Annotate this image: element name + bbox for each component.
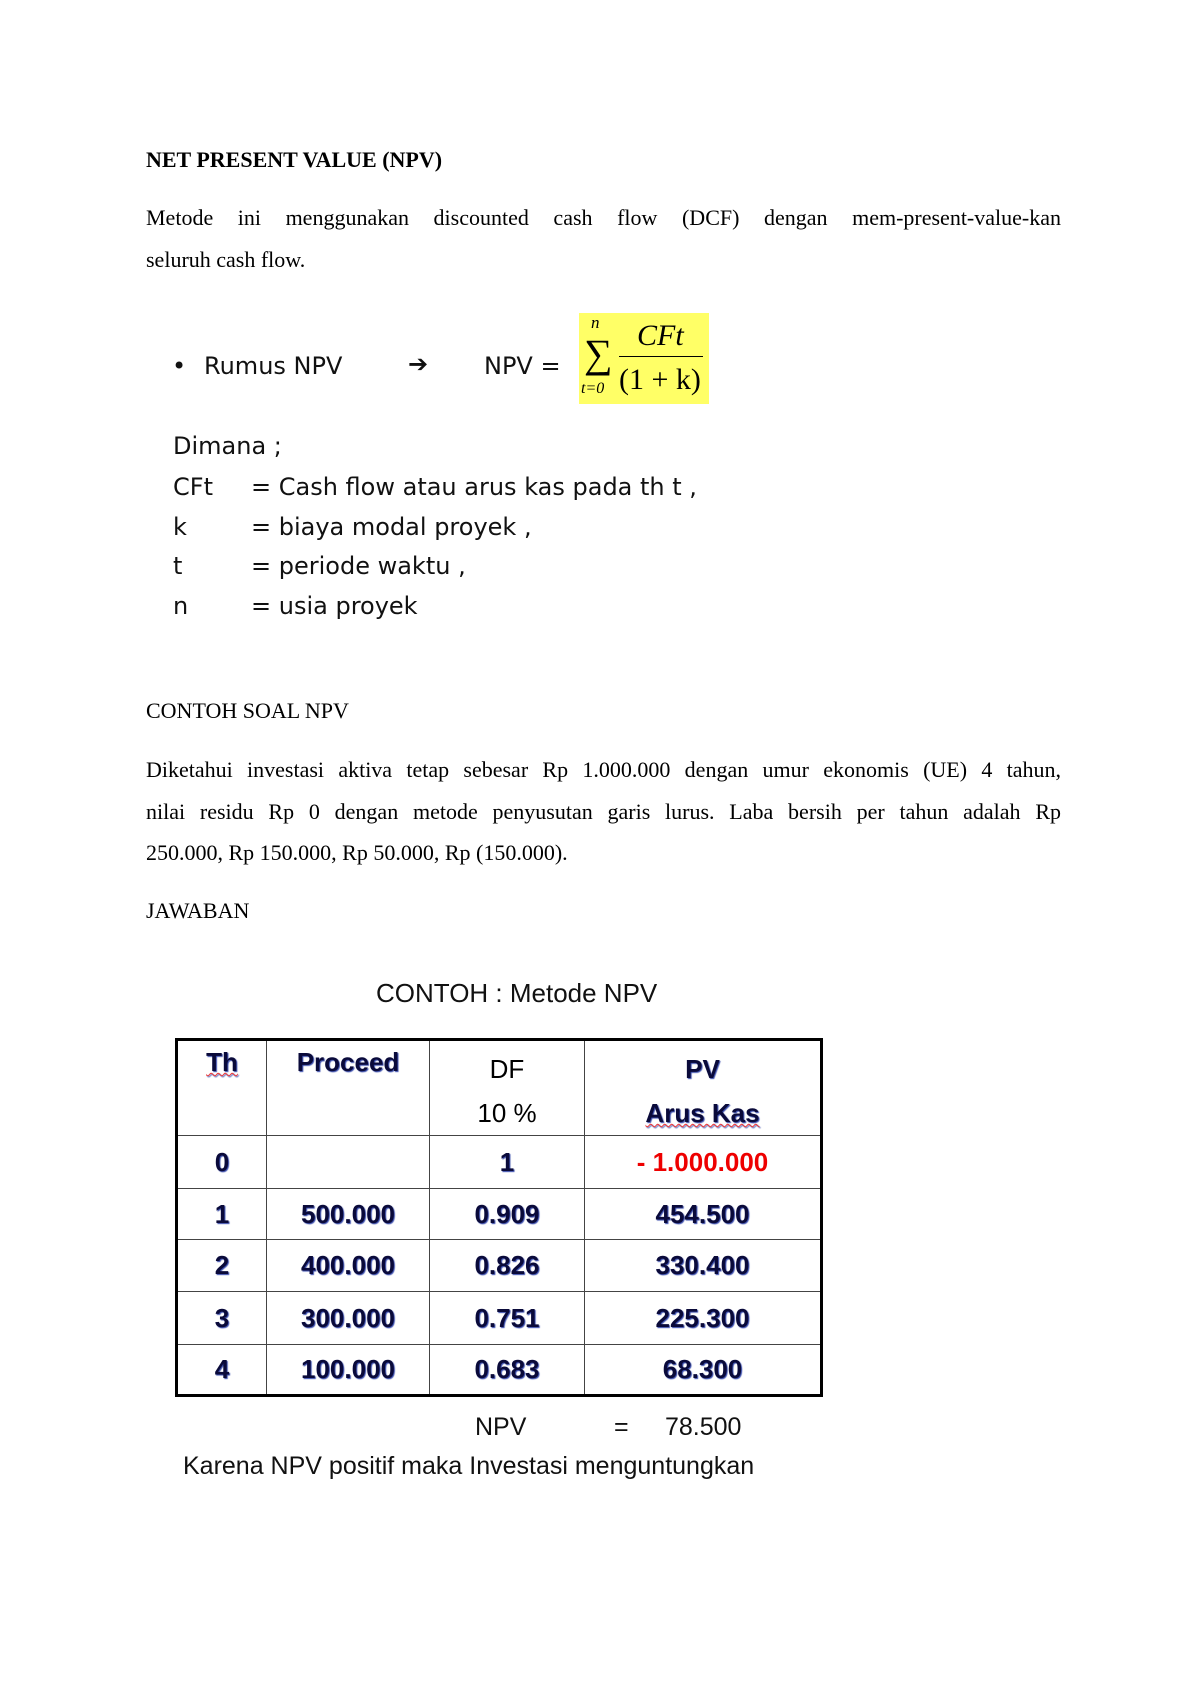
fraction-bar [619,356,703,357]
denominator: (1 + k) [619,363,701,396]
definition: = Cash flow atau arus kas pada th t , [251,473,697,501]
definition: = biaya modal proyek , [251,513,532,541]
table-row [177,1189,822,1240]
npv-equals: = [614,1413,629,1441]
header-pv-sub: Arus Kas [645,1098,760,1128]
symbol: n [173,592,189,620]
cell-th: 1 [177,1189,267,1240]
intro-line: seluruh cash flow. [146,247,306,272]
table-row [177,1345,822,1396]
example-line: nilai residu Rp 0 dengan metode penyusutan garis lurus. Laba bersih per tahun adalah Rp [146,799,1061,824]
npv-table [175,1038,823,1397]
cell-pv: - 1.000.000 [585,1136,822,1189]
answer-heading: JAWABAN [146,898,250,923]
cell-df: 0.751 [430,1292,585,1345]
table-row [177,1292,822,1345]
formula-label: Rumus NPV [204,352,343,380]
example-line: 250.000, Rp 150.000, Rp 50.000, Rp (150.000). [146,840,568,865]
cell-proceed: 100.000 [267,1345,430,1396]
header-th: Th [206,1047,238,1077]
npv-value: 78.500 [665,1413,742,1441]
npv-formula [579,313,709,404]
header-df-rate: 10 % [477,1098,537,1128]
sigma-icon: ∑ [584,331,613,376]
table-header-row [177,1040,822,1136]
conclusion: Karena NPV positif maka Investasi menguntungkan [183,1452,755,1480]
cell-proceed: 400.000 [267,1240,430,1292]
header-df: DF [489,1054,525,1084]
table-title: CONTOH : Metode NPV [376,978,658,1008]
cell-proceed [267,1136,430,1189]
arrow-icon: ➔ [408,350,429,378]
cell-df: 1 [430,1136,585,1189]
cell-th: 4 [177,1345,267,1396]
cell-pv: 225.300 [585,1292,822,1345]
table-row [177,1240,822,1292]
numerator: CFt [637,319,684,352]
cell-th: 0 [177,1136,267,1189]
cell-th: 2 [177,1240,267,1292]
formula-lhs: NPV = [484,352,561,380]
symbol: CFt [173,473,213,501]
definition: = periode waktu , [251,552,466,580]
bullet: • [172,352,187,380]
sum-lower-limit: t=0 [581,380,605,397]
cell-proceed: 300.000 [267,1292,430,1345]
example-heading: CONTOH SOAL NPV [146,698,349,723]
symbol: t [173,552,183,580]
cell-pv: 454.500 [585,1189,822,1240]
cell-pv: 68.300 [585,1345,822,1396]
symbol: k [173,513,187,541]
intro-line: Metode ini menggunakan discounted cash flow (DCF) dengan mem-present-value-kan [146,205,1061,230]
sum-upper-limit: n [591,313,600,332]
cell-th: 3 [177,1292,267,1345]
header-proceed: Proceed [296,1047,400,1077]
cell-df: 0.683 [430,1345,585,1396]
example-line: Diketahui investasi aktiva tetap sebesar Rp 1.000.000 dengan umur ekonomis (UE) 4 tahun, [146,757,1061,782]
header-pv: PV [685,1054,720,1084]
definition: = usia proyek [251,592,418,620]
where-heading: Dimana ; [173,432,282,460]
cell-pv: 330.400 [585,1240,822,1292]
cell-df: 0.909 [430,1189,585,1240]
page-title: NET PRESENT VALUE (NPV) [146,147,443,172]
cell-proceed: 500.000 [267,1189,430,1240]
table-row [177,1136,822,1189]
npv-label: NPV [475,1413,527,1441]
cell-df: 0.826 [430,1240,585,1292]
